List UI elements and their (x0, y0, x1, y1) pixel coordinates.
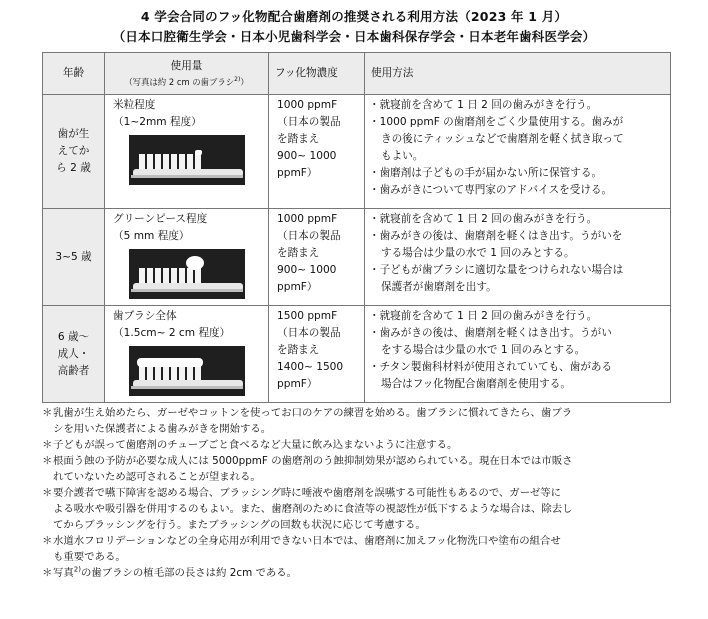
method-line: きの後にティッシュなどで歯磨剤を軽く拭き取って (381, 133, 624, 145)
footnote (42, 485, 672, 533)
method-line: ・歯みがきの後は、歯磨剤を軽くはき出す。うがい (369, 327, 612, 339)
amount-cell (105, 306, 269, 403)
footnote-line: てからブラッシングを行う。またブラッシングの回数も状況に応じて考慮する。 (53, 519, 426, 531)
concentration-line: （日本の製品 (277, 327, 341, 339)
amount-detail: （1~2mm 程度） (113, 116, 202, 128)
toothbrush-full-head-photo (129, 346, 245, 396)
age-line: ら 2 歳 (56, 162, 91, 174)
age-cell (43, 95, 105, 209)
amount-cell (105, 209, 269, 306)
amount-label: グリーンピース程度 (113, 213, 208, 225)
footnote (42, 405, 672, 437)
method-line: をする場合は少量の水で 1 回のみとする。 (381, 344, 586, 356)
concentration-line: （日本の製品 (277, 230, 341, 242)
method-line: ・歯みがきについて専門家のアドバイスを受ける。 (369, 184, 613, 196)
usage-table (42, 52, 671, 403)
concentration-line: （日本の製品 (277, 116, 341, 128)
footnote-line: シを用いた保護者による歯みがきを開始する。 (53, 423, 272, 435)
table-row (43, 209, 671, 306)
method-line: ・子どもが歯ブラシに適切な量をつけられない場合は (369, 264, 624, 276)
footnote-photo (42, 565, 672, 581)
footnote-line: も重要である。 (53, 551, 126, 563)
footnote-line: 根面う蝕の予防が必要な成人には 5000ppmF の歯磨剤のう蝕抑制効果が認められている。現在日本では市販さ (53, 455, 573, 467)
concentration-cell (269, 209, 365, 306)
footnote-line: 水道水フロリデーションなどの全身応用が利用できない日本では、歯磨剤に加えフッ化物洗口や塗布の組合せ (53, 535, 561, 547)
amount-cell (105, 95, 269, 209)
amount-detail: （5 mm 程度） (113, 230, 190, 242)
footnote-line (53, 565, 672, 581)
header-concentration: フッ化物濃度 (269, 53, 365, 95)
note-marker: ＊ (42, 439, 53, 451)
age-line: えてか (57, 145, 90, 157)
concentration-line: 1000 ppmF (277, 99, 338, 111)
method-line: ・就寝前を含めて 1 日 2 回の歯みがきを行う。 (369, 310, 598, 322)
concentration-line: を踏まえ (277, 133, 320, 145)
method-cell (365, 95, 671, 209)
header-age: 年齢 (43, 53, 105, 95)
note-suffix: ） (240, 76, 249, 87)
footnote (42, 437, 672, 453)
concentration-line: を踏まえ (277, 344, 320, 356)
method-line: ・就寝前を含めて 1 日 2 回の歯みがきを行う。 (369, 213, 598, 225)
header-amount-label: 使用量 (170, 60, 203, 73)
concentration-line: 1500 ppmF (277, 310, 338, 322)
method-line: ・チタン製歯科材料が使用されていても、歯がある (369, 361, 613, 373)
footnote-line: 乳歯が生え始めたら、ガーゼやコットンを使ってお口のケアの練習を始める。歯ブラシに慣れてきたら、歯ブラ (53, 407, 573, 419)
header-amount (105, 53, 269, 95)
footnote-line: れていないため認可されることが望まれる。 (53, 471, 261, 483)
photo-note-prefix: 写真 (53, 567, 74, 579)
amount-label: 歯ブラシ全体 (113, 310, 177, 322)
age-line: 3~5 歳 (55, 250, 92, 263)
footnote-line: 子どもが誤って歯磨剤のチューブごと食べるなど大量に飲み込まないように注意する。 (53, 439, 458, 451)
method-line: 場合はフッ化物配合歯磨剤を使用する。 (381, 378, 571, 390)
note-marker: ＊ (42, 567, 53, 579)
method-line: 保護者が歯磨剤を出す。 (381, 281, 497, 293)
header-method: 使用方法 (365, 53, 671, 95)
footnotes (42, 405, 672, 581)
concentration-cell (269, 95, 365, 209)
table-header-row (43, 53, 671, 95)
document-title: 4 学会合同のフッ化物配合歯磨剤の推奨される利用方法（2023 年 1 月） (140, 9, 568, 24)
method-cell (365, 209, 671, 306)
method-line: ・歯磨剤は子どもの手が届かない所に保管する。 (369, 167, 603, 179)
note-marker: ＊ (42, 487, 53, 499)
age-cell (43, 306, 105, 403)
amount-detail: （1.5cm~ 2 cm 程度） (113, 327, 231, 339)
note-marker: ＊ (42, 455, 53, 467)
footnote (42, 533, 672, 565)
concentration-line: ppmF） (277, 378, 318, 390)
photo-note-sup: 2) (73, 565, 81, 574)
method-line: ・1000 ppmF の歯磨剤をごく少量使用する。歯みが (369, 116, 624, 128)
header-amount-note (109, 74, 264, 88)
method-line: もよい。 (381, 150, 424, 162)
note-marker: ＊ (42, 535, 53, 547)
footnote-line: よる吸水や吸引器を併用するのもよい。また、歯磨剤のために食渣等の視認性が低下するような場合は、除去し (53, 503, 573, 515)
concentration-line: ppmF） (277, 167, 318, 179)
age-line: 高齢者 (57, 364, 90, 377)
age-cell (43, 209, 105, 306)
method-line: ・歯みがきの後は、歯磨剤を軽くはき出す。うがいを (369, 230, 623, 242)
footnote-line: 要介護者で嚥下障害を認める場合、ブラッシング時に唾液や歯磨剤を誤嚥する可能性もあるので、ガーゼ等に (53, 487, 562, 499)
concentration-cell (269, 306, 365, 403)
toothbrush-rice-grain-photo (129, 135, 245, 185)
concentration-line: 900~ 1000 (277, 150, 337, 162)
note-marker: ＊ (42, 407, 53, 419)
footnote (42, 453, 672, 485)
toothbrush-green-pea-photo (129, 249, 245, 299)
age-line: 6 歳～ (57, 330, 90, 343)
table-row (43, 95, 671, 209)
concentration-line: 900~ 1000 (277, 264, 337, 276)
concentration-line: 1400~ 1500 (277, 361, 344, 373)
method-line: ・就寝前を含めて 1 日 2 回の歯みがきを行う。 (369, 99, 598, 111)
note-sup: 2) (234, 76, 241, 84)
document-subtitle: （日本口腔衛生学会・日本小児歯科学会・日本歯科保存学会・日本老年歯科医学会） (112, 29, 596, 44)
concentration-line: を踏まえ (277, 247, 320, 259)
age-line: 成人・ (57, 347, 90, 360)
method-line: する場合は少量の水で 1 回のみとする。 (381, 247, 575, 259)
table-row (43, 306, 671, 403)
note-prefix: （写真は約 2 cm の歯ブラシ (124, 76, 235, 87)
concentration-line: 1000 ppmF (277, 213, 338, 225)
amount-label: 米粒程度 (113, 99, 156, 111)
concentration-line: ppmF） (277, 281, 318, 293)
method-cell (365, 306, 671, 403)
photo-note-suffix: の歯ブラシの植毛部の長さは約 2cm である。 (80, 567, 298, 579)
age-line: 歯が生 (57, 128, 90, 140)
